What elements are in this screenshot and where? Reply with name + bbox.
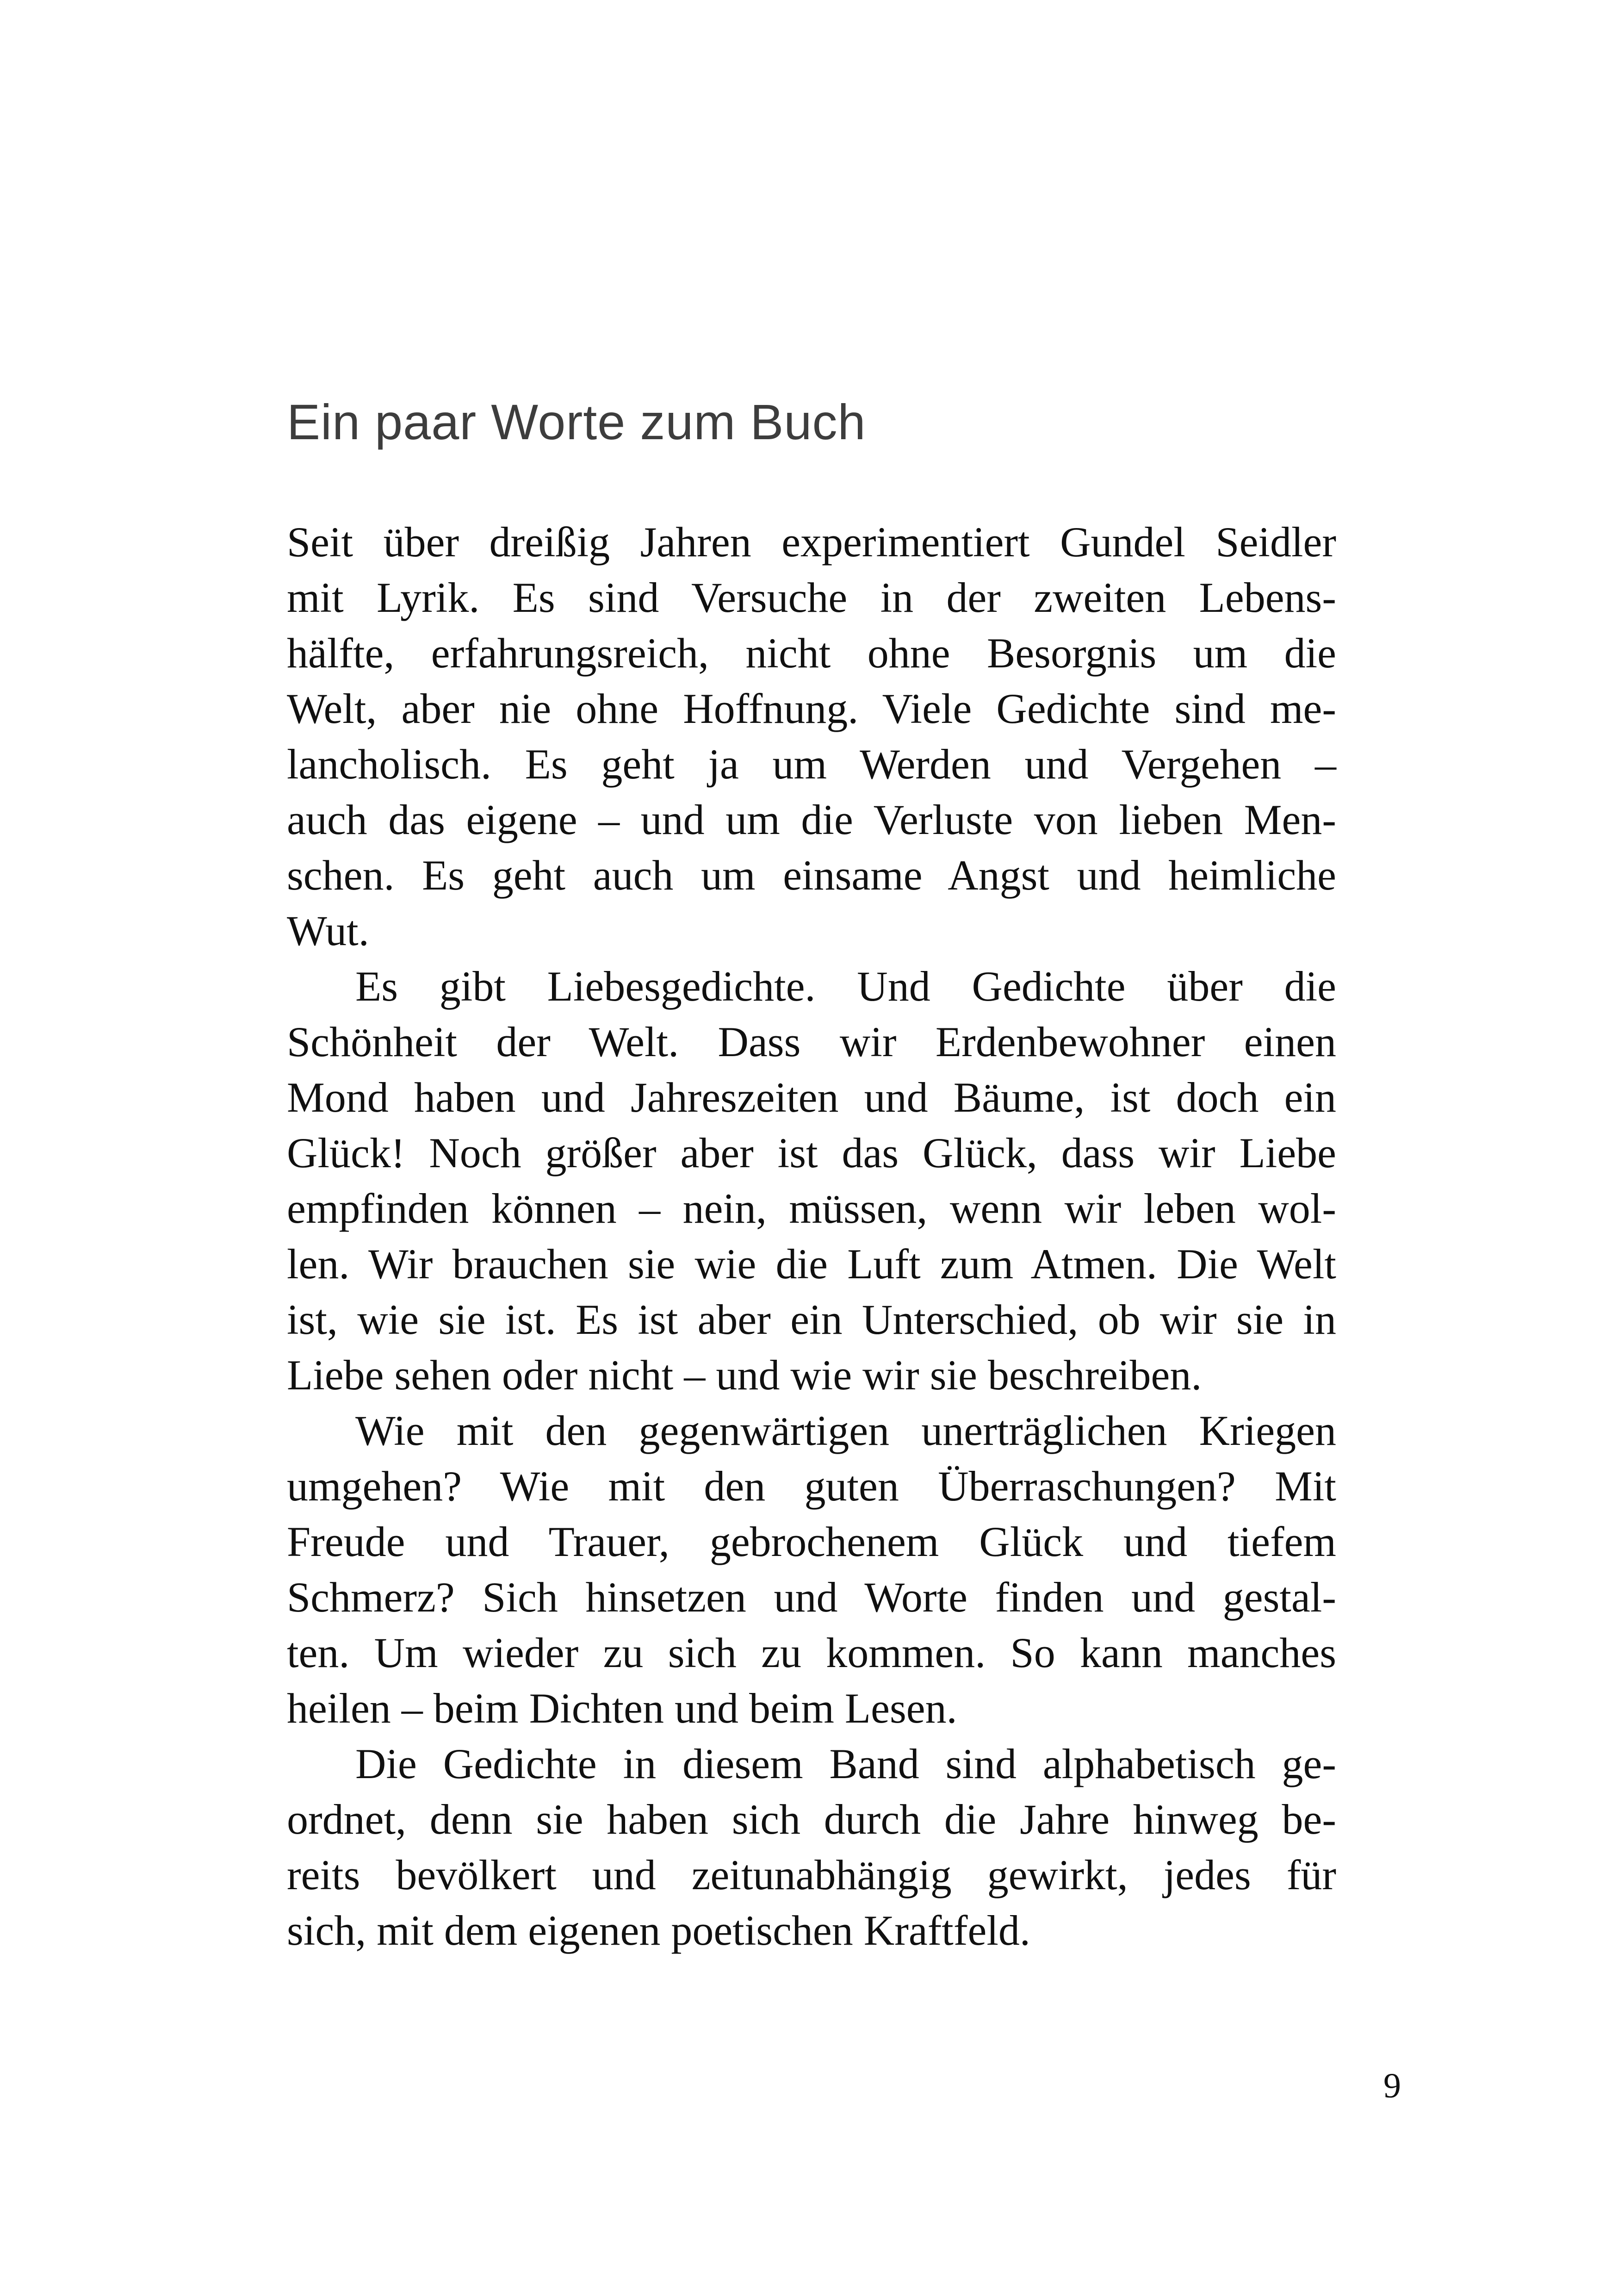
text-line: schen. Es geht auch um einsame Angst und heimliche bbox=[287, 852, 1336, 899]
text-line: len. Wir brauchen sie wie die Luft zum Atmen. Die Welt bbox=[287, 1240, 1336, 1288]
text-line: Welt, aber nie ohne Hoffnung. Viele Gedichte sind me- bbox=[287, 685, 1336, 732]
text-line: ordnet, denn sie haben sich durch die Jahre hinweg be- bbox=[287, 1796, 1336, 1843]
text-line: ten. Um wieder zu sich zu kommen. So kann manches bbox=[287, 1629, 1336, 1676]
text-line: umgehen? Wie mit den guten Überraschungen? Mit bbox=[287, 1462, 1336, 1510]
text-line: ist, wie sie ist. Es ist aber ein Unterschied, ob wir sie in bbox=[287, 1296, 1336, 1343]
text-line: sich, mit dem eigenen poetischen Kraftfeld. bbox=[287, 1907, 1030, 1954]
text-line: auch das eigene – und um die Verluste von lieben Men- bbox=[287, 796, 1336, 843]
text-line: Es gibt Liebesgedichte. Und Gedichte über die bbox=[355, 963, 1336, 1010]
text-line: Wie mit den gegenwärtigen unerträglichen Kriegen bbox=[355, 1407, 1336, 1454]
text-line: empfinden können – nein, müssen, wenn wir leben wol- bbox=[287, 1185, 1336, 1232]
text-line: mit Lyrik. Es sind Versuche in der zweiten Lebens- bbox=[287, 574, 1336, 621]
page-number: 9 bbox=[1383, 2066, 1401, 2105]
text-line: Glück! Noch größer aber ist das Glück, dass wir Liebe bbox=[287, 1129, 1336, 1176]
text-line: Die Gedichte in diesem Band sind alphabetisch ge- bbox=[355, 1740, 1336, 1787]
text-line: Schönheit der Welt. Dass wir Erdenbewohner einen bbox=[287, 1018, 1336, 1065]
text-line: hälfte, erfahrungsreich, nicht ohne Besorgnis um die bbox=[287, 629, 1336, 677]
text-line: Seit über dreißig Jahren experimentiert Gundel Seidler bbox=[287, 518, 1336, 566]
text-line: lancholisch. Es geht ja um Werden und Vergehen – bbox=[287, 740, 1336, 788]
text-line: Freude und Trauer, gebrochenem Glück und tiefem bbox=[287, 1518, 1336, 1565]
text-line: Liebe sehen oder nicht – und wie wir sie beschreiben. bbox=[287, 1351, 1202, 1399]
page-title: Ein paar Worte zum Buch bbox=[287, 394, 866, 450]
text-line: heilen – beim Dichten und beim Lesen. bbox=[287, 1685, 957, 1732]
text-line: Wut. bbox=[287, 907, 369, 954]
text-line: reits bevölkert und zeitunabhängig gewirkt, jedes für bbox=[287, 1851, 1336, 1898]
text-line: Mond haben und Jahreszeiten und Bäume, ist doch ein bbox=[287, 1074, 1336, 1121]
body-text bbox=[287, 514, 1336, 1958]
text-line: Schmerz? Sich hinsetzen und Worte finden und gestal- bbox=[287, 1574, 1336, 1621]
